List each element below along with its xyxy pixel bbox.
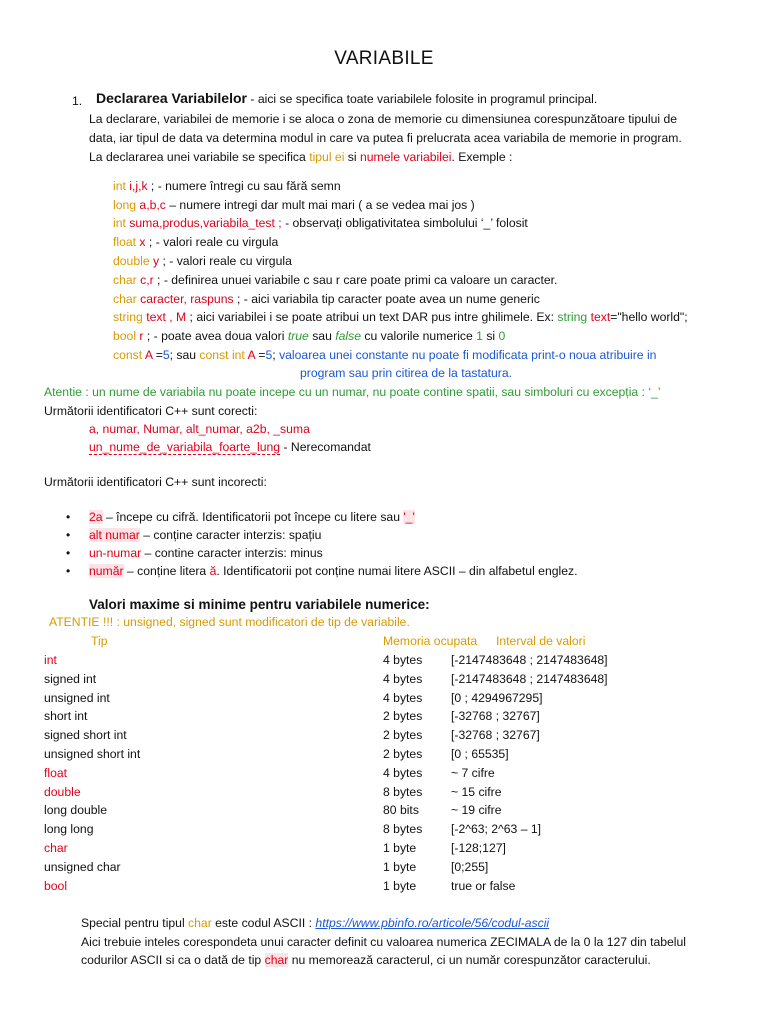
example-string-line	[113, 310, 688, 325]
example-line	[113, 198, 475, 213]
table-cell-memory: 4 bytes	[383, 690, 423, 705]
example-const-line	[113, 348, 656, 363]
example-string-type: string	[557, 310, 588, 324]
correct-long-identifier: un_nume_de_variabila_foarte_lung	[89, 440, 281, 454]
table-cell-memory: 8 bytes	[383, 822, 423, 837]
section-number: 1.	[72, 94, 83, 108]
example-vars: i,j,k	[125, 179, 148, 193]
correct-long-line	[89, 440, 371, 455]
table-cell-type: char	[44, 841, 68, 855]
example-type: double	[113, 254, 150, 268]
example-desc: - observați obligativitatea simbolului ‘_’ folosit	[281, 216, 528, 230]
table-cell-memory: 2 bytes	[383, 747, 423, 761]
example-vars: caracter, raspuns	[136, 292, 234, 306]
example-string-var: text	[587, 310, 611, 324]
ascii-line-2: Aici trebuie inteles corespondeta unui caracter definit cu valoarea numerica ZECIMALA de la 0 la 127 din tabelul	[81, 935, 686, 949]
table-cell-memory: 2 bytes	[383, 709, 423, 724]
table-cell-range: ~ 15 cifre	[451, 784, 502, 799]
incorrect-desc: – conține caracter interzis: spațiu	[139, 528, 322, 542]
table-cell-memory: 1 byte	[383, 859, 417, 874]
incorrect-desc: – conține litera	[123, 564, 210, 578]
ascii-text-a: Special pentru tipul	[81, 916, 189, 930]
example-desc: ; - aici variabila tip caracter poate avea un nume generic	[233, 292, 540, 306]
example-vars: x	[136, 235, 146, 249]
page-title: VARIABILE	[334, 48, 434, 69]
table-cell-type: int	[44, 653, 57, 667]
paragraph-line-1: La declarare, variabilei de memorie i se aloca o zona de memorie cu dimensiunea corespunzătoare tipului de	[89, 112, 678, 126]
correct-identifiers-list: a, numar, Numar, alt_numar, a2b, _suma	[89, 422, 310, 436]
example-line	[113, 235, 278, 250]
table-cell-type: unsigned char	[44, 859, 121, 874]
warning-note: Atentie : un nume de variabila nu poate incepe cu un numar, nu poate contine spatii, sau simboluri cu excepția : ‘_’	[44, 385, 661, 399]
section-heading-tail: - aici se specifica toate variabilele folosite in programul principal.	[247, 92, 598, 106]
example-bool-line	[113, 329, 505, 344]
example-desc: ; - valori reale cu virgula	[145, 235, 279, 249]
table-cell-range: [0 ; 65535]	[451, 747, 509, 761]
table-cell-memory: 80 bits	[383, 803, 419, 818]
table-cell-memory: 8 bytes	[383, 784, 423, 799]
const-note-1: valoarea unei constante nu poate fi modificata print-o noua atribuire in	[279, 348, 657, 362]
const-value-2: 5	[265, 348, 273, 362]
table-header-tip: Tip	[91, 634, 108, 648]
example-desc: ; - poate avea doua valori	[143, 329, 288, 343]
table-cell-memory: 2 bytes	[383, 728, 423, 743]
incorrect-letter: ă	[209, 564, 217, 578]
table-cell-memory: 1 byte	[383, 841, 417, 855]
example-line	[113, 216, 528, 231]
bullet-dot: •	[66, 546, 71, 560]
bullet-dot: •	[66, 510, 71, 524]
paragraph-line-3	[89, 150, 512, 165]
incorrect-desc: – contine caracter interzis: minus	[141, 546, 323, 560]
incorrect-id: 2a	[89, 510, 103, 524]
const-eq-2: =	[254, 348, 266, 362]
incorrect-desc: – începe cu cifră. Identificatorii pot începe cu litere sau	[102, 510, 404, 524]
bool-sau: sau	[308, 329, 336, 343]
table-cell-range: [-2^63; 2^63 – 1]	[451, 822, 542, 837]
correct-long-note: - Nerecomandat	[280, 440, 371, 454]
para3-text-e: . Exemple :	[451, 150, 513, 164]
table-cell-range: ~ 7 cifre	[451, 765, 495, 780]
example-desc: – numere intregi dar mult mai mari ( a se vedea mai jos )	[165, 198, 475, 212]
table-cell-range: [-32768 ; 32767]	[451, 709, 540, 724]
example-line	[113, 292, 540, 307]
example-vars: y	[149, 254, 160, 268]
const-value: 5	[162, 348, 170, 362]
bool-false-word: false	[335, 329, 362, 343]
ascii-link[interactable]: https://www.pbinfo.ro/articole/56/codul-ascii	[315, 916, 550, 930]
example-type: int	[113, 179, 126, 193]
ascii-char-word-2: char	[264, 953, 289, 967]
bool-rest: cu valorile numerice	[361, 329, 477, 343]
example-vars: r	[136, 329, 144, 343]
section-heading: Declararea Variabilelor	[96, 90, 247, 106]
table-cell-memory: 4 bytes	[383, 765, 423, 780]
example-desc: ; - valori reale cu virgula	[159, 254, 292, 268]
example-type: long	[113, 198, 137, 212]
table-cell-range: [-2147483648 ; 2147483648]	[451, 671, 608, 686]
bool-si: si	[482, 329, 499, 343]
example-vars: c,r	[136, 273, 154, 287]
example-line	[113, 273, 557, 288]
const-int-keyword: const int	[199, 348, 245, 362]
table-cell-range: true or false	[451, 878, 516, 893]
para3-type-word: tipul ei	[309, 150, 345, 164]
bool-one: 1	[476, 329, 483, 343]
incorrect-item	[89, 510, 415, 525]
incorrect-item	[89, 528, 321, 543]
example-vars: text , M	[142, 310, 187, 324]
incorrect-id: un-numar	[89, 546, 142, 560]
ascii-text-c: este codul ASCII :	[211, 916, 316, 930]
table-cell-type: signed int	[44, 671, 97, 686]
para3-text-c: si	[344, 150, 360, 164]
bool-zero: 0	[498, 329, 506, 343]
ascii-line-1	[81, 916, 549, 931]
incorrect-tail: '_'	[403, 510, 415, 524]
attention-note: ATENTIE !!! : unsigned, signed sunt modificatori de tip de variabile.	[49, 615, 410, 629]
table-cell-type: float	[44, 765, 68, 780]
minmax-title: Valori maxime si minime pentru variabilele numerice:	[89, 597, 430, 612]
const-var-2: A	[244, 348, 255, 362]
example-vars: a,b,c	[136, 198, 166, 212]
table-cell-range: [-32768 ; 32767]	[451, 728, 540, 743]
example-string-value: ="hello world";	[610, 310, 688, 324]
example-type: string	[113, 310, 143, 324]
table-cell-type: long long	[44, 822, 94, 837]
incorrect-identifiers-title: Următorii identificatori C++ sunt incorecti:	[44, 475, 267, 489]
table-cell-type: signed short int	[44, 728, 127, 743]
example-vars: suma,produs,variabila_test ;	[125, 216, 282, 230]
const-eq: =	[152, 348, 163, 362]
const-note-2: program sau prin citirea de la tastatura.	[300, 366, 513, 380]
table-cell-range: [0 ; 4294967295]	[451, 690, 543, 705]
ascii-text-3a: codurilor ASCII si ca o dată de tip	[81, 953, 265, 967]
incorrect-item	[89, 546, 323, 561]
table-cell-type: long double	[44, 803, 108, 818]
table-cell-memory: 4 bytes	[383, 671, 423, 686]
para3-text-a: La declararea unei variabile se specifica	[89, 150, 310, 164]
incorrect-item	[89, 564, 577, 579]
bool-true-word: true	[287, 329, 309, 343]
table-header-range: Interval de valori	[496, 634, 586, 648]
table-cell-range: [0;255]	[451, 859, 489, 874]
section-heading-line	[96, 91, 597, 107]
bullet-dot: •	[66, 564, 71, 578]
example-type: float	[113, 235, 137, 249]
example-line	[113, 254, 292, 269]
incorrect-id: număr	[89, 564, 124, 578]
ascii-text-3c: nu memorează caracterul, ci un număr corespunzător caracterului.	[288, 953, 651, 967]
table-cell-range: [-2147483648 ; 2147483648]	[451, 653, 608, 667]
example-desc: ; - definirea unuei variabile c sau r care poate primi ca valoare un caracter.	[153, 273, 558, 287]
table-header-memory: Memoria ocupata	[383, 634, 478, 648]
example-type: char	[113, 292, 137, 306]
const-semi: ;	[272, 348, 280, 362]
incorrect-desc-2: . Identificatorii pot conține numai litere ASCII – din alfabetul englez.	[216, 564, 578, 578]
example-type: bool	[113, 329, 137, 343]
table-cell-memory: 1 byte	[383, 878, 417, 893]
const-keyword: const	[113, 348, 143, 362]
ascii-line-3	[81, 953, 651, 968]
table-cell-type: double	[44, 784, 81, 799]
table-cell-range: ~ 19 cifre	[451, 803, 502, 818]
table-cell-type: unsigned short int	[44, 747, 141, 761]
table-cell-type: bool	[44, 878, 68, 893]
ascii-char-word: char	[188, 916, 212, 930]
correct-identifiers-title: Următorii identificatori C++ sunt corecti:	[44, 404, 258, 418]
paragraph-line-2: data, iar tipul de data va determina modul in care va putea fi prelucrata acea variabila de memorie in program.	[89, 131, 682, 145]
const-var: A	[142, 348, 153, 362]
example-desc: ; - numere întregi cu sau fără semn	[147, 179, 341, 193]
para3-name-word: numele variabilei	[360, 150, 452, 164]
table-cell-type: unsigned int	[44, 690, 110, 705]
const-mid: ; sau	[169, 348, 200, 362]
bullet-dot: •	[66, 528, 71, 542]
table-cell-memory: 4 bytes	[383, 653, 423, 667]
example-line	[113, 179, 341, 194]
table-cell-type: short int	[44, 709, 88, 724]
example-type: char	[113, 273, 137, 287]
example-type: int	[113, 216, 126, 230]
example-desc: ; aici variabilei i se poate atribui un text DAR pus intre ghilimele. Ex:	[186, 310, 558, 324]
incorrect-id: alt numar	[89, 528, 140, 542]
table-cell-range: [-128;127]	[451, 841, 506, 855]
